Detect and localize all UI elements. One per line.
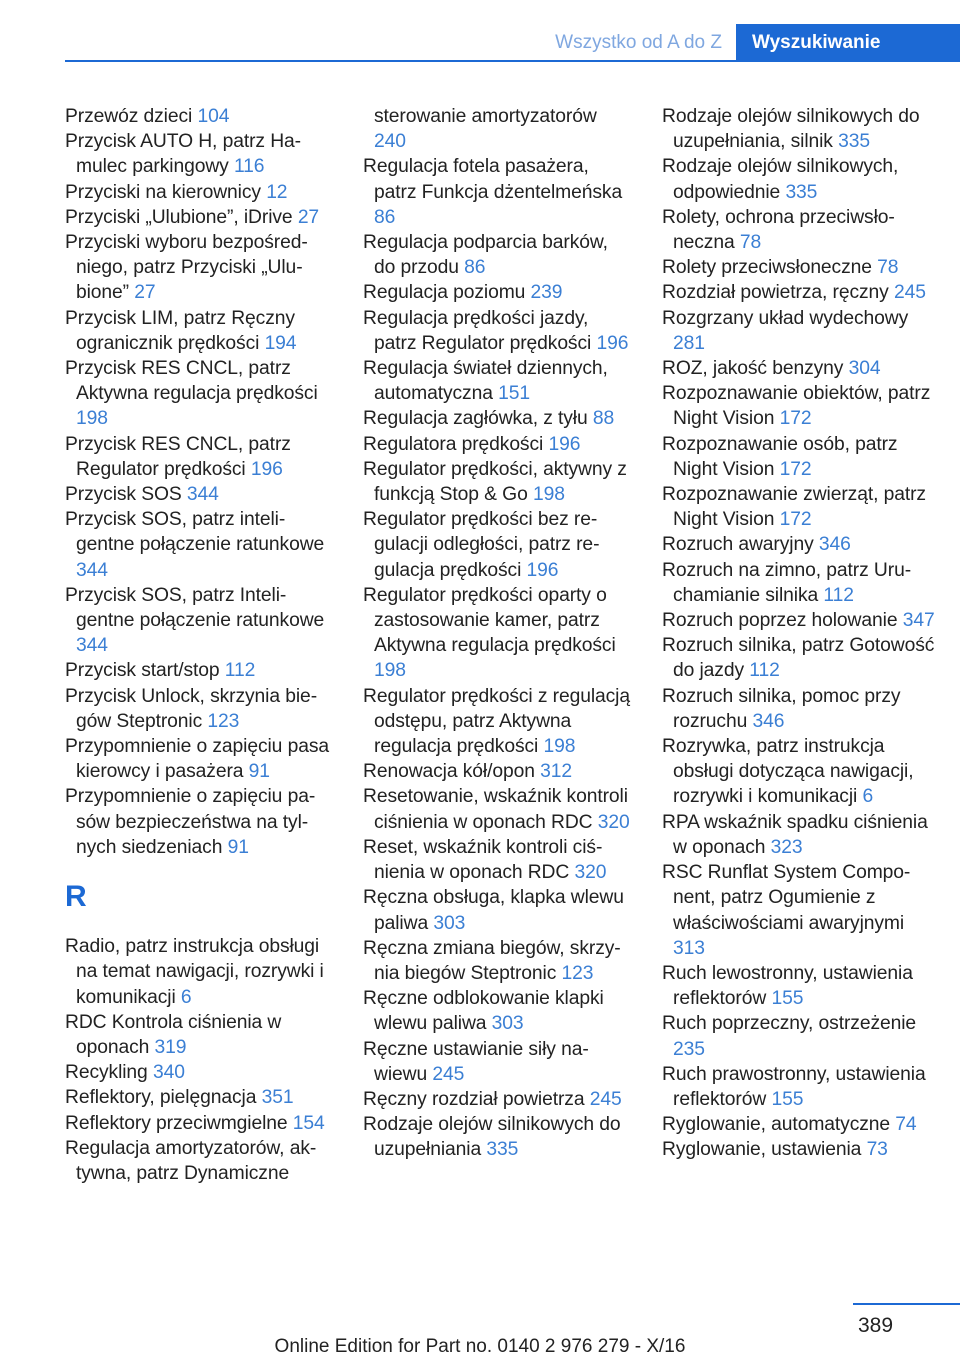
entry-text: Ręczne ustawianie siły nawiewu [363, 1038, 589, 1085]
index-column-3 [662, 104, 936, 1163]
index-entry [65, 1136, 333, 1186]
page-reference-link[interactable]: 245 [432, 1063, 465, 1085]
page-reference-link[interactable]: 123 [207, 710, 240, 732]
entry-text: Rozruch silnika, patrz Gotowość do jazdy [662, 635, 935, 682]
page-reference-link[interactable]: 91 [248, 761, 270, 783]
page-reference-link[interactable]: 112 [823, 584, 854, 606]
entry-text: Rozruch awaryjny [662, 534, 819, 556]
index-entry [65, 1060, 333, 1085]
index-entry [363, 583, 631, 684]
index-entry [662, 684, 936, 734]
entry-text: Ryglowanie, ustawienia [662, 1139, 867, 1161]
page-reference-link[interactable]: 27 [297, 206, 320, 228]
index-entry [363, 306, 631, 356]
entry-text: Radio, patrz instrukcja obsługi na temat nawigacji, rozrywki i komunikacji [65, 936, 324, 1008]
entry-text: Ryglowanie, automatyczne [662, 1114, 896, 1136]
index-entry [363, 154, 631, 230]
index-entry [65, 205, 333, 230]
entry-text: Przycisk RES CNCL, patrz Regulator prędkości [65, 433, 291, 480]
page-reference-link[interactable]: 196 [526, 559, 559, 581]
index-entry [363, 986, 631, 1036]
header-section-label: Wszystko od A do Z [555, 32, 722, 53]
index-entry [662, 255, 936, 280]
entry-text: Regulator prędkości oparty o zastosowanie kamer, patrz Aktywna regulacja prędkości [363, 584, 616, 657]
page-reference-link[interactable]: 351 [261, 1087, 294, 1109]
page-reference-link[interactable]: 112 [749, 660, 780, 682]
entry-text: Ręczne odblokowanie klapki wlewu paliwa [363, 988, 604, 1035]
index-entry [662, 381, 936, 431]
page-reference-link[interactable]: 335 [785, 181, 818, 203]
entry-text: Reset, wskaźnik kontroli ciśnienia w oponach RDC [363, 836, 603, 884]
index-entry [662, 482, 936, 532]
entry-text: Regulacja świateł dziennych, automatyczna [363, 358, 608, 405]
page-reference-link[interactable]: 194 [264, 332, 297, 354]
page-reference-link[interactable]: 172 [779, 509, 812, 531]
index-entry [662, 532, 936, 557]
page-reference-link[interactable]: 196 [250, 458, 283, 480]
page-reference-link[interactable]: 27 [134, 282, 156, 304]
entry-text: Rozruch na zimno, patrz Uruchamianie silnika [662, 559, 912, 606]
entry-text: Regulator prędkości z regulacją odstępu, patrz Aktywna regulacja prędkości [363, 685, 630, 758]
index-entry-continued [363, 104, 631, 154]
entry-text: Ręczna zmiana biegów, skrzynia biegów Steptronic [363, 937, 621, 984]
page-reference-link[interactable]: 154 [292, 1112, 325, 1134]
entry-text: Przypomnienie o zapięciu pasów bezpieczeństwa na tylnych siedzeniach [65, 786, 316, 858]
entry-text: Regulator prędkości, aktywny z funkcją Stop & Go [363, 458, 627, 506]
page-reference-link[interactable]: 112 [224, 660, 256, 682]
entry-text: Ruch lewostronny, ustawienia reflektorów [662, 962, 913, 1010]
index-entry [662, 734, 936, 810]
index-entry [662, 104, 936, 154]
index-entry [363, 835, 631, 885]
entry-text: Rodzaje olejów silnikowych do uzupełniania [363, 1114, 621, 1161]
index-column-1 [65, 104, 333, 1186]
index-entry [363, 1112, 631, 1162]
page-reference-link[interactable]: 78 [739, 232, 762, 254]
entry-text: Reflektory przeciwmgielne [65, 1112, 293, 1134]
page-reference-link[interactable]: 155 [771, 988, 804, 1010]
entry-text: Rolety, ochrona przeciwsłoneczna [662, 206, 895, 254]
entry-text: Rozdział powietrza, ręczny [662, 282, 894, 304]
index-entry [65, 129, 333, 179]
entry-text: Przyciski wyboru bezpośredniego, patrz Przyciski „Ulubione” [65, 232, 308, 304]
page-reference-link[interactable]: 151 [498, 383, 530, 405]
page-reference-link[interactable]: 196 [548, 433, 581, 455]
entry-text: Przycisk SOS [65, 484, 187, 506]
entry-text: RSC Runflat System Component, patrz Ogumienie z właściwościami awaryjnymi [662, 862, 911, 934]
index-entry [363, 759, 631, 784]
index-entry [65, 230, 333, 306]
page-reference-link[interactable]: 346 [752, 710, 785, 732]
index-entry [363, 507, 631, 583]
index-entry [662, 633, 936, 683]
entry-text: Przewóz dzieci [65, 106, 198, 127]
entry-text: Przycisk Unlock, skrzynia biegów Steptronic [65, 685, 318, 732]
index-entry [662, 1062, 936, 1112]
entry-text: Recykling [65, 1062, 153, 1084]
entry-text: Regulacja podparcia barków, do przodu [363, 232, 608, 279]
page-reference-link[interactable]: 74 [895, 1114, 917, 1136]
page-reference-link[interactable]: 78 [877, 257, 899, 279]
footer-rule [853, 1303, 960, 1305]
page-reference-link[interactable]: 123 [561, 962, 594, 984]
page-reference-link[interactable]: 304 [848, 358, 881, 380]
page-reference-link[interactable]: 340 [152, 1062, 185, 1084]
page-reference-link[interactable]: 12 [266, 181, 288, 203]
index-entry [65, 1010, 333, 1060]
page-reference-link[interactable]: 319 [154, 1036, 187, 1058]
page-reference-link[interactable]: 73 [866, 1139, 888, 1161]
page-reference-link[interactable]: 245 [589, 1088, 622, 1110]
entry-text: Przycisk AUTO H, patrz Hamulec parkingowy [65, 131, 302, 178]
page-reference-link[interactable]: 344 [76, 559, 108, 581]
entry-text: RPA wskaźnik spadku ciśnienia w oponach [662, 811, 928, 858]
entry-text: Ruch prawostronny, ustawienia reflektorów [662, 1063, 926, 1110]
index-entry [363, 936, 631, 986]
index-entry [662, 306, 936, 356]
entry-text: sterowanie amortyzatorów [374, 106, 597, 127]
entry-text: Regulacja fotela pasażera, patrz Funkcja dżentelmeńska [363, 156, 623, 203]
page-reference-link[interactable]: 335 [486, 1139, 519, 1161]
page-reference-link[interactable]: 245 [893, 282, 926, 304]
index-entry [363, 280, 631, 305]
entry-text: Reflektory, pielęgnacja [65, 1087, 262, 1109]
index-entry [662, 608, 936, 633]
index-entry [662, 810, 936, 860]
entry-text: Przypomnienie o zapięciu pasa kierowcy i pasażera [65, 736, 329, 783]
entry-text: Regulacja poziomu [363, 282, 531, 304]
footer-edition: Online Edition for Part no. 0140 2 976 279 - X/16 [274, 1336, 686, 1357]
entry-text: Rozpoznawanie osób, patrz Night Vision [662, 433, 898, 480]
entry-text: Rozpoznawanie obiektów, patrz Night Vision [662, 383, 931, 430]
index-entry [65, 104, 333, 129]
index-entry [363, 1037, 631, 1087]
entry-text: RDC Kontrola ciśnienia w oponach [65, 1011, 282, 1058]
entry-text: Ręczny rozdział powietrza [363, 1088, 590, 1110]
entry-text: Regulacja zagłówka, z tyłu [363, 408, 593, 430]
page-reference-link[interactable]: 86 [374, 206, 396, 228]
page-reference-link[interactable]: 320 [597, 811, 630, 833]
page-reference-link[interactable]: 6 [180, 986, 192, 1008]
page-reference-link[interactable]: 344 [76, 635, 108, 657]
entry-text: Rozruch silnika, pomoc przy rozruchu [662, 685, 901, 732]
entry-text: Ręczna obsługa, klapka wlewu paliwa [363, 887, 624, 934]
page-reference-link[interactable]: 312 [540, 761, 572, 783]
entry-text: Przyciski na kierownicy [65, 181, 267, 203]
header-rule [65, 60, 960, 62]
header-current-tab: Wyszukiwanie [736, 24, 960, 62]
entry-text: Rozrywka, patrz instrukcja obsługi dotycząca nawigacji, rozrywki i komunikacji [662, 736, 914, 808]
page-reference-link[interactable]: 172 [779, 458, 812, 480]
page-reference-link[interactable]: 303 [491, 1013, 524, 1035]
page-reference-link[interactable]: 198 [532, 484, 565, 506]
page-reference-link[interactable]: 6 [862, 786, 874, 808]
index-entry [662, 432, 936, 482]
entry-text: Regulator prędkości bez regulacji odległości, patrz regulacja prędkości [363, 509, 600, 581]
entry-text: Przycisk LIM, patrz Ręczny ogranicznik prędkości [65, 307, 295, 354]
entry-text: Przyciski „Ulubione”, iDrive [65, 206, 298, 228]
entry-text: ROZ, jakość benzyny [662, 358, 849, 380]
index-entry [65, 356, 333, 432]
index-entry [662, 1112, 936, 1137]
index-entry [65, 507, 333, 583]
index-entry [363, 885, 631, 935]
entry-text: Przycisk SOS, patrz Inteligentne połączenie ratunkowe [65, 584, 325, 632]
index-entry [363, 1087, 631, 1112]
index-entry [363, 684, 631, 760]
page-reference-link[interactable]: 155 [771, 1088, 804, 1110]
page-reference-link[interactable]: 198 [374, 660, 406, 682]
page-reference-link[interactable]: 91 [227, 836, 249, 858]
index-entry [65, 734, 333, 784]
index-entry [65, 482, 333, 507]
page-reference-link[interactable]: 104 [197, 106, 230, 127]
index-entry [65, 583, 333, 659]
page-reference-link[interactable]: 347 [902, 610, 935, 632]
index-entry [662, 356, 936, 381]
page-reference-link[interactable]: 86 [464, 257, 486, 279]
index-entry [662, 1137, 936, 1162]
index-entry [363, 457, 631, 507]
entry-text: Przycisk start/stop [65, 660, 225, 682]
index-entry [65, 180, 333, 205]
index-column-2 [363, 104, 631, 1163]
entry-text: Rodzaje olejów silnikowych, odpowiednie [662, 156, 899, 203]
page-reference-link[interactable]: 281 [673, 332, 705, 354]
entry-text: Resetowanie, wskaźnik kontroli ciśnienia w oponach RDC [363, 786, 628, 833]
index-entry [662, 860, 936, 961]
index-entry [65, 306, 333, 356]
index-entry [65, 1085, 333, 1110]
index-entry [65, 658, 333, 683]
page-reference-link[interactable]: 320 [574, 862, 607, 884]
entry-text: Rolety przeciwsłoneczne [662, 257, 878, 279]
section-letter: R [65, 880, 87, 914]
entry-text: Przycisk RES CNCL, patrz Aktywna regulacja prędkości [65, 358, 318, 405]
page-reference-link[interactable]: 239 [530, 282, 563, 304]
entry-text: Rozgrzany układ wydechowy [662, 307, 909, 329]
index-entry [65, 432, 333, 482]
page-reference-link[interactable]: 235 [673, 1038, 705, 1060]
index-entry [363, 432, 631, 457]
page-reference-link[interactable]: 88 [592, 408, 615, 430]
entry-text: Rodzaje olejów silnikowych do uzupełniania, silnik [662, 106, 920, 153]
index-entry [363, 406, 631, 431]
index-entry [662, 154, 936, 204]
page-number: 389 [858, 1314, 894, 1337]
page-reference-link[interactable]: 198 [543, 736, 576, 758]
entry-text: Rozruch poprzez holowanie [662, 610, 903, 632]
entry-text: Ruch poprzeczny, ostrzeżenie [662, 1013, 917, 1035]
page-reference-link[interactable]: 198 [76, 408, 108, 430]
index-entry [662, 558, 936, 608]
page-reference-link[interactable]: 335 [838, 131, 870, 153]
entry-text: Przycisk SOS, patrz inteligentne połączenie ratunkowe [65, 509, 325, 556]
page-reference-link[interactable]: 172 [779, 408, 812, 430]
entry-text: Regulacja prędkości jazdy, patrz Regulator prędkości [363, 307, 597, 354]
index-entry [662, 280, 936, 305]
page-reference-link[interactable]: 196 [596, 332, 629, 354]
page-reference-link[interactable]: 313 [673, 937, 705, 959]
index-entry [662, 205, 936, 255]
entry-text: Rozpoznawanie zwierząt, patrz Night Vision [662, 484, 926, 531]
page-reference-link[interactable]: 346 [818, 534, 851, 556]
index-entry [65, 684, 333, 734]
index-entry [363, 230, 631, 280]
page-reference-link[interactable]: 240 [374, 131, 406, 153]
entry-text: Renowacja kół/opon [363, 761, 541, 783]
index-entry [662, 961, 936, 1011]
index-entry [363, 356, 631, 406]
index-entry [65, 934, 333, 1010]
index-entry [65, 784, 333, 860]
entry-text: Regulatora prędkości [363, 433, 549, 455]
entry-text: Regulacja amortyzatorów, aktywna, patrz Dynamiczne [65, 1137, 317, 1184]
page-reference-link[interactable]: 323 [770, 836, 803, 858]
index-entry [65, 1111, 333, 1136]
index-entry [363, 784, 631, 834]
page-reference-link[interactable]: 344 [186, 484, 219, 506]
index-entry [662, 1011, 936, 1061]
page-reference-link[interactable]: 303 [433, 912, 466, 934]
page-reference-link[interactable]: 116 [233, 156, 265, 178]
